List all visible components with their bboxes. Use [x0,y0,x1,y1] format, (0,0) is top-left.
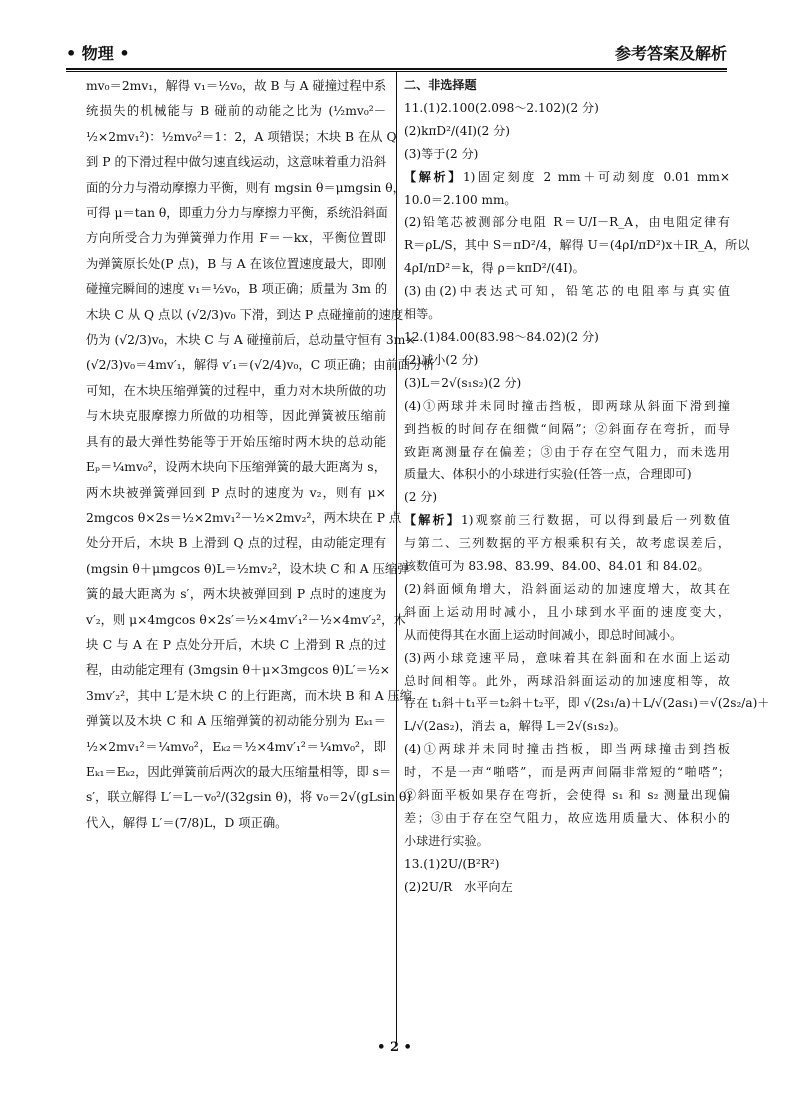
text-line: (2)2U/R 水平向左 [404,879,513,894]
text-line: s′，联立解得 L′＝L－v₀²/(32gsin θ)，将 v₀＝2√(gLsin θ) [86,790,412,805]
text-line: Eₖ₁＝Eₖ₂，因此弹簧前后两次的最大压缩量相等，即 s＝ [86,764,392,779]
text-line: (2)kπD²/(4I)(2 分) [404,123,511,138]
text-line: (mgsin θ＋μmgcos θ)L＝½mv₂²，设木块 C 和 A 压缩弹 [86,561,410,576]
text-line: L/√(2as₂)，消去 a，解得 L＝2√(s₁s₂)。 [404,719,626,734]
text-line: 到 P 的下滑过程中做匀速直线运动，这意味着重力沿斜 [86,155,386,170]
subject-label: • 物理 • [66,44,130,63]
text-line: 为弹簧原长处(P 点)，B 与 A 在该位置速度最大，即刚 [86,256,386,271]
text-line: 该数值可为 83.98、83.99、84.00、84.01 和 84.02。 [404,559,710,574]
text-line: (2)减小(2 分) [404,352,479,367]
text-line: (2)斜面倾角增大，沿斜面运动的加速度增大，故其在 [404,581,730,596]
page-number: • 2 • [377,1040,412,1055]
text-line: 统损失的机械能与 B 碰前的动能之比为 (½mv₀²－ [86,104,386,119]
text-line: 存在 t₁斜＋t₁平＝t₂斜＋t₂平，即 √(2s₁/a)＋L/√(2as₁)＝√(2s₂/a)＋ [404,696,770,711]
text-line: (√2/3)v₀＝4mv′₁，解得 v′₁＝(√2/4)v₀，C 项正确；由前面分析 [86,358,435,373]
text-line: 簧的最大距离为 s′，两木块被弹回到 P 点时的速度为 [86,587,386,602]
text-line: 可得 μ＝tan θ，即重力分力与摩擦力平衡，系统沿斜面 [86,206,388,221]
text-line: 13.(1)2U/(B²R²) [404,856,500,871]
text-line: 仍为 (√2/3)v₀，木块 C 与 A 碰撞前后，总动量守恒有 3m× [86,333,416,348]
text-line: 总时间相等。此外，两球沿斜面运动的加速度相等，故 [404,673,730,688]
text-line: 时，不是一声“啪嗒”，而是两声间隔非常短的“啪嗒”； [404,765,730,780]
text-line: 3mv′₂²，其中 L′是木块 C 的上行距离，而木块 B 和 A 压缩 [86,688,413,703]
page-header [66,38,727,64]
text-line: mv₀＝2mv₁，解得 v₁＝½v₀，故 B 与 A 碰撞过程中系 [86,79,387,93]
text-line: v′₂，则 μ×4mgcos θ×2s′＝½×4mv′₁²－½×4mv′₂²，木 [86,612,406,627]
text-line: 【解析】1)观察前三行数据，可以得到最后一列数值 [404,513,730,528]
text-line: 可知，在木块压缩弹簧的过程中，重力对木块所做的功 [86,383,386,398]
text-line: (3)由(2)中表达式可知，铅笔芯的电阻率与真实值 [404,284,730,299]
section-title: 参考答案及解析 [614,44,727,63]
text-line: 处分开后，木块 B 上滑到 Q 点的过程，由动能定理有 [86,536,386,551]
text-line: 二、非选择题 [404,78,477,92]
text-line: 代入，解得 L′＝(7/8)L，D 项正确。 [86,815,288,830]
text-line: 【解析】1)固定刻度 2 mm＋可动刻度 0.01 mm× [404,169,730,184]
text-line: 12.(1)84.00(83.98～84.02)(2 分) [404,329,599,344]
analysis-marker: 【解析】 [404,513,462,528]
text-line: 到挡板的时间存在细微“间隔”；②斜面存在弯折，而导 [404,421,730,436]
text-line: 与第二、三列数据的平方根乘积有关，故考虑误差后， [404,536,730,551]
text-line: (4)①两球并未同时撞击挡板，即当两球撞击到挡板 [404,742,730,757]
text-line: 碰撞完瞬间的速度 v₁＝½v₀，B 项正确；质量为 3m 的 [86,282,388,297]
text-line: Eₚ＝¼mv₀²，设两木块向下压缩弹簧的最大距离为 s， [86,460,386,475]
text-line: (3)两小球竞速平局，意味着其在斜面和在水面上运动 [404,650,730,665]
text-line: 致距离测量存在偏差；③由于存在空气阻力，而未选用 [404,444,730,459]
analysis-marker: 【解析】 [404,169,463,184]
text-line: 木块 C 从 Q 点以 (√2/3)v₀ 下滑，到达 P 点碰撞前的速度 [86,307,404,322]
right-column [404,74,770,899]
text-line: ½×2mv₁²＝¼mv₀²，Eₖ₂＝½×4mv′₁²＝¼mv₀²，即 [86,739,386,754]
header-rule [66,68,727,70]
text-line: 具有的最大弹性势能等于开始压缩时两木块的总动能 [86,434,386,449]
text-line: 面的分力与滑动摩擦力平衡，则有 mgsin θ＝μmgsin θ， [86,180,405,195]
text-line: (3)L＝2√(s₁s₂)(2 分) [404,375,522,390]
text-line: 弹簧以及木块 C 和 A 压缩弹簧的初动能分别为 Eₖ₁＝ [86,714,386,729]
text-line: 块 C 与 A 在 P 点处分开后，木块 C 上滑到 R 点的过 [86,637,386,652]
text-line: 从而使得其在水面上运动时间减小，即总时间减小。 [404,627,683,642]
text-line: R＝ρL/S，其中 S＝πD²/4，解得 U＝(4ρI/πD²)x＋IR_A，所以 [404,238,750,253]
text-line: ½×2mv₁²)：½mv₀²＝1：2，A 项错误；木块 B 在从 Q [86,129,397,144]
text-line: 与木块克服摩擦力所做的功相等，因此弹簧被压缩前 [86,409,386,424]
text-line: 程，由动能定理有 (3mgsin θ＋μ×3mgcos θ)L′＝½× [86,663,391,678]
text-line: 相等。 [404,307,441,322]
text-line: (3)等于(2 分) [404,146,479,161]
text-line: ②斜面平板如果存在弯折，会使得 s₁ 和 s₂ 测量出现偏 [404,788,730,803]
column-divider [396,72,397,1046]
text-line: 4ρI/πD²＝k，得 ρ＝kπD²/(4I)。 [404,261,585,276]
text-line: 小球进行实验。 [404,833,489,848]
text-line: (2)铅笔芯被测部分电阻 R＝U/I－R_A，由电阻定律有 [404,215,730,230]
text-line: 斜面上运动用时减小，且小球到水平面的速度变大， [404,604,730,619]
text-line: 11.(1)2.100(2.098～2.102)(2 分) [404,100,599,115]
text-line: 质量大、体积小的小球进行实验(任答一点，合理即可) [404,467,692,482]
text-line: 10.0＝2.100 mm。 [404,192,517,207]
text-line: 2mgcos θ×2s＝½×2mv₁²－½×2mv₂²，两木块在 P 点 [86,510,402,525]
text-line: 差；③由于存在空气阻力，故应选用质量大、体积小的 [404,811,730,825]
text-line: 方向所受合力为弹簧弹力作用 F＝－kx，平衡位置即 [86,231,386,246]
text-line: (4)①两球并未同时撞击挡板，即两球从斜面下滑到撞 [404,398,730,413]
text-line: (2 分) [404,490,438,505]
text-line: 两木块被弹簧弹回到 P 点时的速度为 v₂，则有 μ× [86,485,386,500]
